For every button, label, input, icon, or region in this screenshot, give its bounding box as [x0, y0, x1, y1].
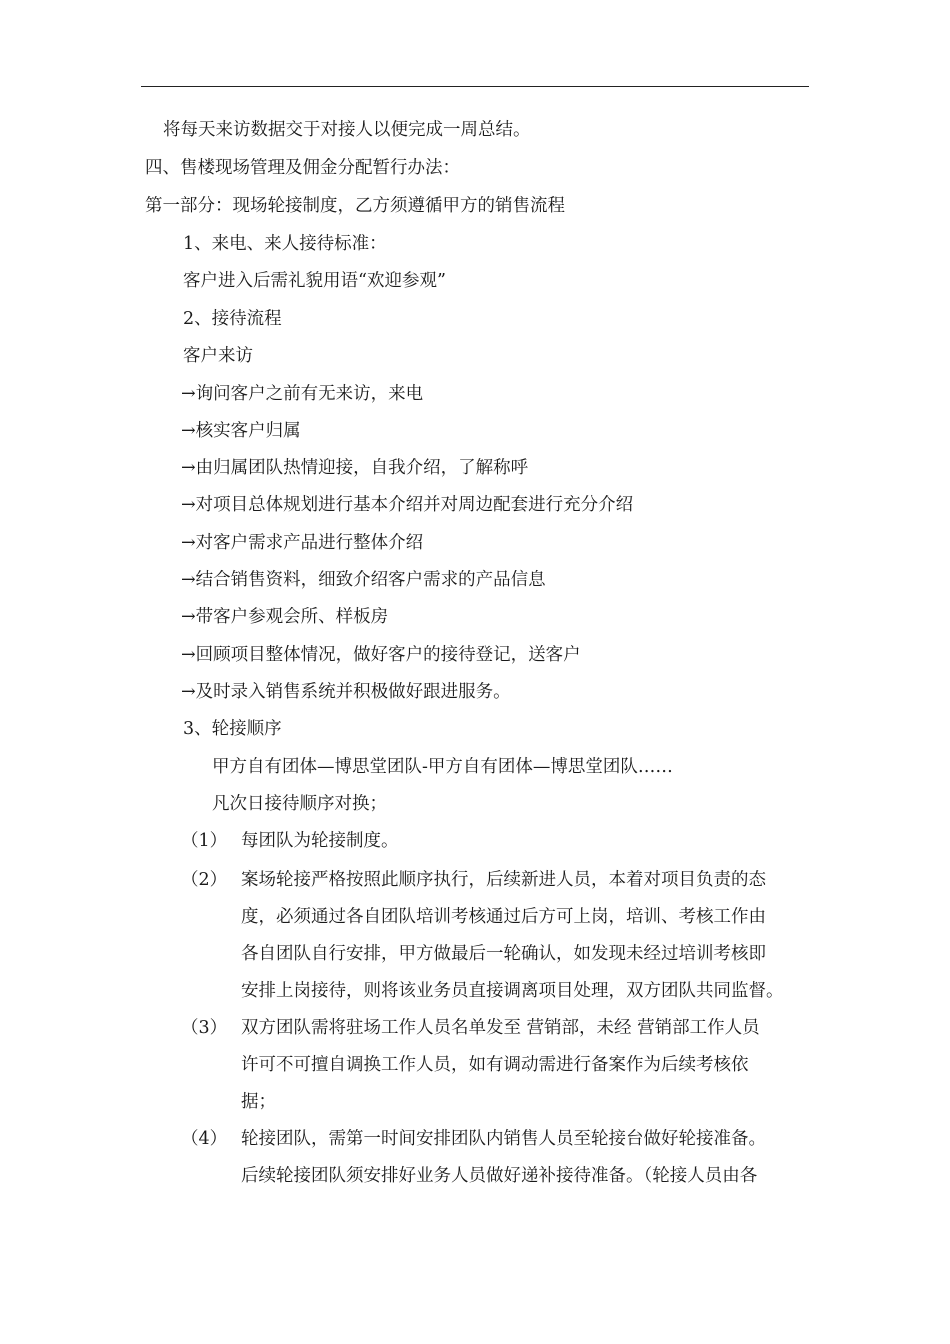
item-number: （2） [181, 870, 228, 890]
item-text: 双方团队需将驻场工作人员名单发至 营销部，未经 营销部工作人员 [241, 1018, 760, 1038]
flow-step: →带客户参观会所、样板房 [181, 607, 389, 627]
item-text: 轮接团队，需第一时间安排团队内销售人员至轮接台做好轮接准备。 [241, 1129, 766, 1149]
item-number: （4） [181, 1129, 228, 1149]
item-text: 度，必须通过各自团队培训考核通过后方可上岗，培训、考核工作由 [241, 907, 766, 927]
item-text: 案场轮接严格按照此顺序执行，后续新进人员，本着对项目负责的态 [241, 870, 766, 890]
flow-step: →对客户需求产品进行整体介绍 [181, 533, 424, 553]
item-text: 安排上岗接待，则将该业务员直接调离项目处理，双方团队共同监督。 [241, 981, 784, 1001]
subheading-3: 3、轮接顺序 [183, 719, 282, 739]
flow-step: →结合销售资料，细致介绍客户需求的产品信息 [181, 570, 546, 590]
flow-step: →及时录入销售系统并积极做好跟进服务。 [181, 682, 511, 702]
flow-step: →由归属团队热情迎接，自我介绍，了解称呼 [181, 458, 529, 478]
item-number: （1） [181, 831, 228, 851]
subheading-2: 2、接待流程 [183, 309, 282, 329]
greeting-text: 客户进入后需礼貌用语“欢迎参观” [183, 271, 446, 291]
flow-step: →核实客户归属 [181, 421, 301, 441]
flow-step: →回顾项目整体情况，做好客户的接待登记，送客户 [181, 645, 581, 665]
item-text: 许可不可擅自调换工作人员，如有调动需进行备案作为后续考核依 [241, 1055, 749, 1075]
item-text: 据； [241, 1092, 276, 1112]
item-text: 各自团队自行安排，甲方做最后一轮确认，如发现未经过培训考核即 [241, 944, 766, 964]
paragraph-summary: 将每天来访数据交于对接人以便完成一周总结。 [163, 120, 531, 140]
item-number: （3） [181, 1018, 228, 1038]
flow-step: →对项目总体规划进行基本介绍并对周边配套进行充分介绍 [181, 495, 634, 515]
rotation-swap-note: 凡次日接待顺序对换； [212, 794, 387, 814]
flow-start: 客户来访 [183, 346, 253, 366]
flow-step: →询问客户之前有无来访，来电 [181, 384, 424, 404]
subheading-1: 1、来电、来人接待标准： [183, 234, 387, 254]
part-one-heading: 第一部分：现场轮接制度，乙方须遵循甲方的销售流程 [145, 196, 565, 216]
item-text: 后续轮接团队须安排好业务人员做好递补接待准备。（轮接人员由各 [241, 1166, 758, 1186]
item-text: 每团队为轮接制度。 [241, 831, 399, 851]
header-rule [141, 86, 809, 87]
section-heading-4: 四、售楼现场管理及佣金分配暂行办法： [145, 158, 460, 178]
rotation-order: 甲方自有团体—博思堂团队-甲方自有团体—博思堂团队…… [212, 757, 673, 777]
